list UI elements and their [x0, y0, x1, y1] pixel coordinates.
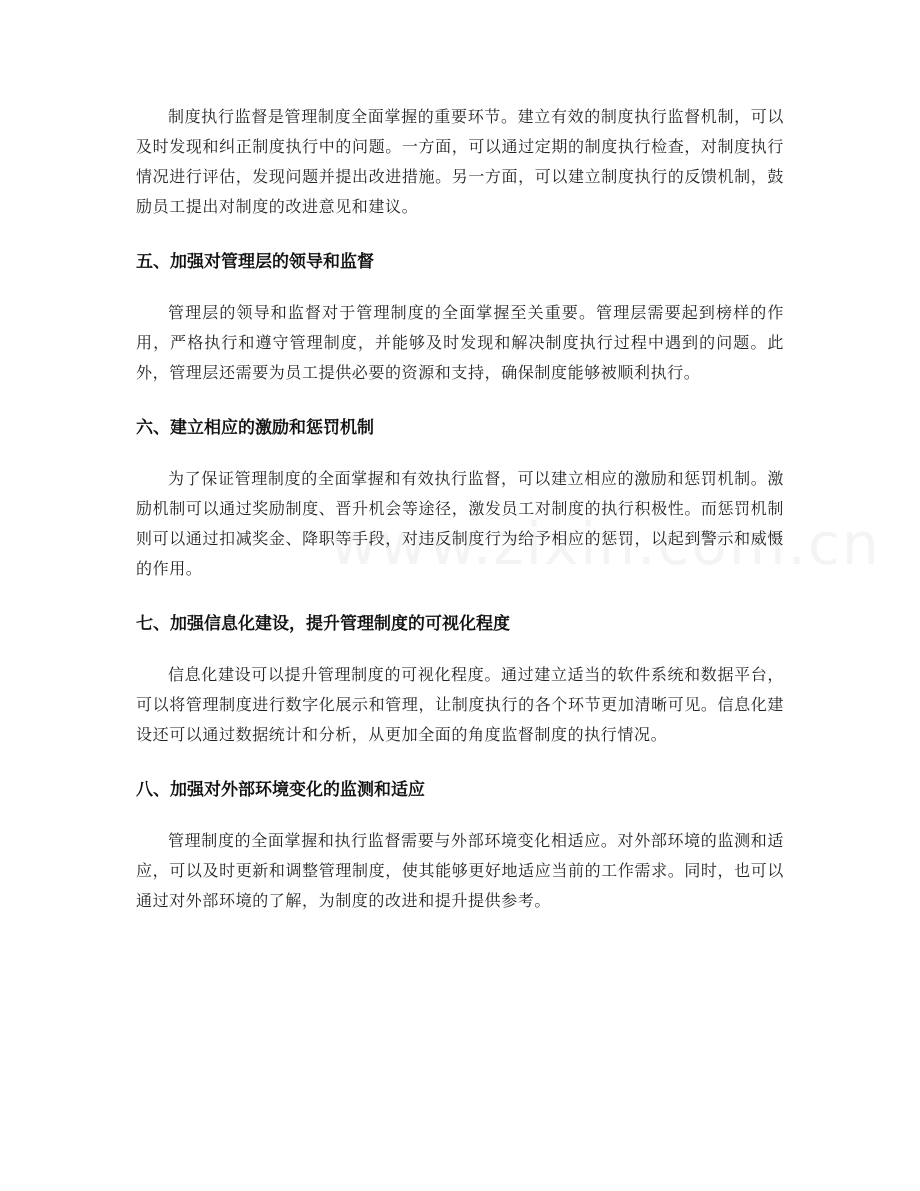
heading-section-5: 五、加强对管理层的领导和监督	[136, 252, 374, 272]
heading-section-8: 八、加强对外部环境变化的监测和适应	[136, 780, 425, 800]
paragraph-section-6: 为了保证管理制度的全面掌握和有效执行监督，可以建立相应的激励和惩罚机制。激励机制可以通过奖励制度、晋升机会等途径，激发员工对制度的执行积极性。而惩罚机制则可以通过扣减奖金、降职等手段，对违反制度行为给予相应的惩罚，以起到警示和威慑的作用。	[136, 469, 784, 578]
paragraph-section-7: 信息化建设可以提升管理制度的可视化程度。通过建立适当的软件系统和数据平台，可以将管理制度进行数字化展示和管理，让制度执行的各个环节更加清晰可见。信息化建设还可以通过数据统计和分析，从更加全面的角度监督制度的执行情况。	[136, 665, 784, 744]
paragraph-section-8: 管理制度的全面掌握和执行监督需要与外部环境变化相适应。对外部环境的监测和适应，可以及时更新和调整管理制度，使其能够更好地适应当前的工作需求。同时，也可以通过对外部环境的了解，为制度的改进和提升提供参考。	[136, 831, 784, 910]
heading-section-7: 七、加强信息化建设，提升管理制度的可视化程度	[136, 614, 510, 634]
heading-section-6: 六、建立相应的激励和惩罚机制	[136, 418, 374, 438]
paragraph-supervision-intro: 制度执行监督是管理制度全面掌握的重要环节。建立有效的制度执行监督机制，可以及时发现和纠正制度执行中的问题。一方面，可以通过定期的制度执行检查，对制度执行情况进行评估，发现问题并提出改进措施。另一方面，可以建立制度执行的反馈机制，鼓励员工提出对制度的改进意见和建议。	[136, 107, 784, 216]
paragraph-section-5: 管理层的领导和监督对于管理制度的全面掌握至关重要。管理层需要起到榜样的作用，严格执行和遵守管理制度，并能够及时发现和解决制度执行过程中遇到的问题。此外，管理层还需要为员工提供必要的资源和支持，确保制度能够被顺利执行。	[136, 303, 784, 382]
document-body	[136, 102, 784, 916]
